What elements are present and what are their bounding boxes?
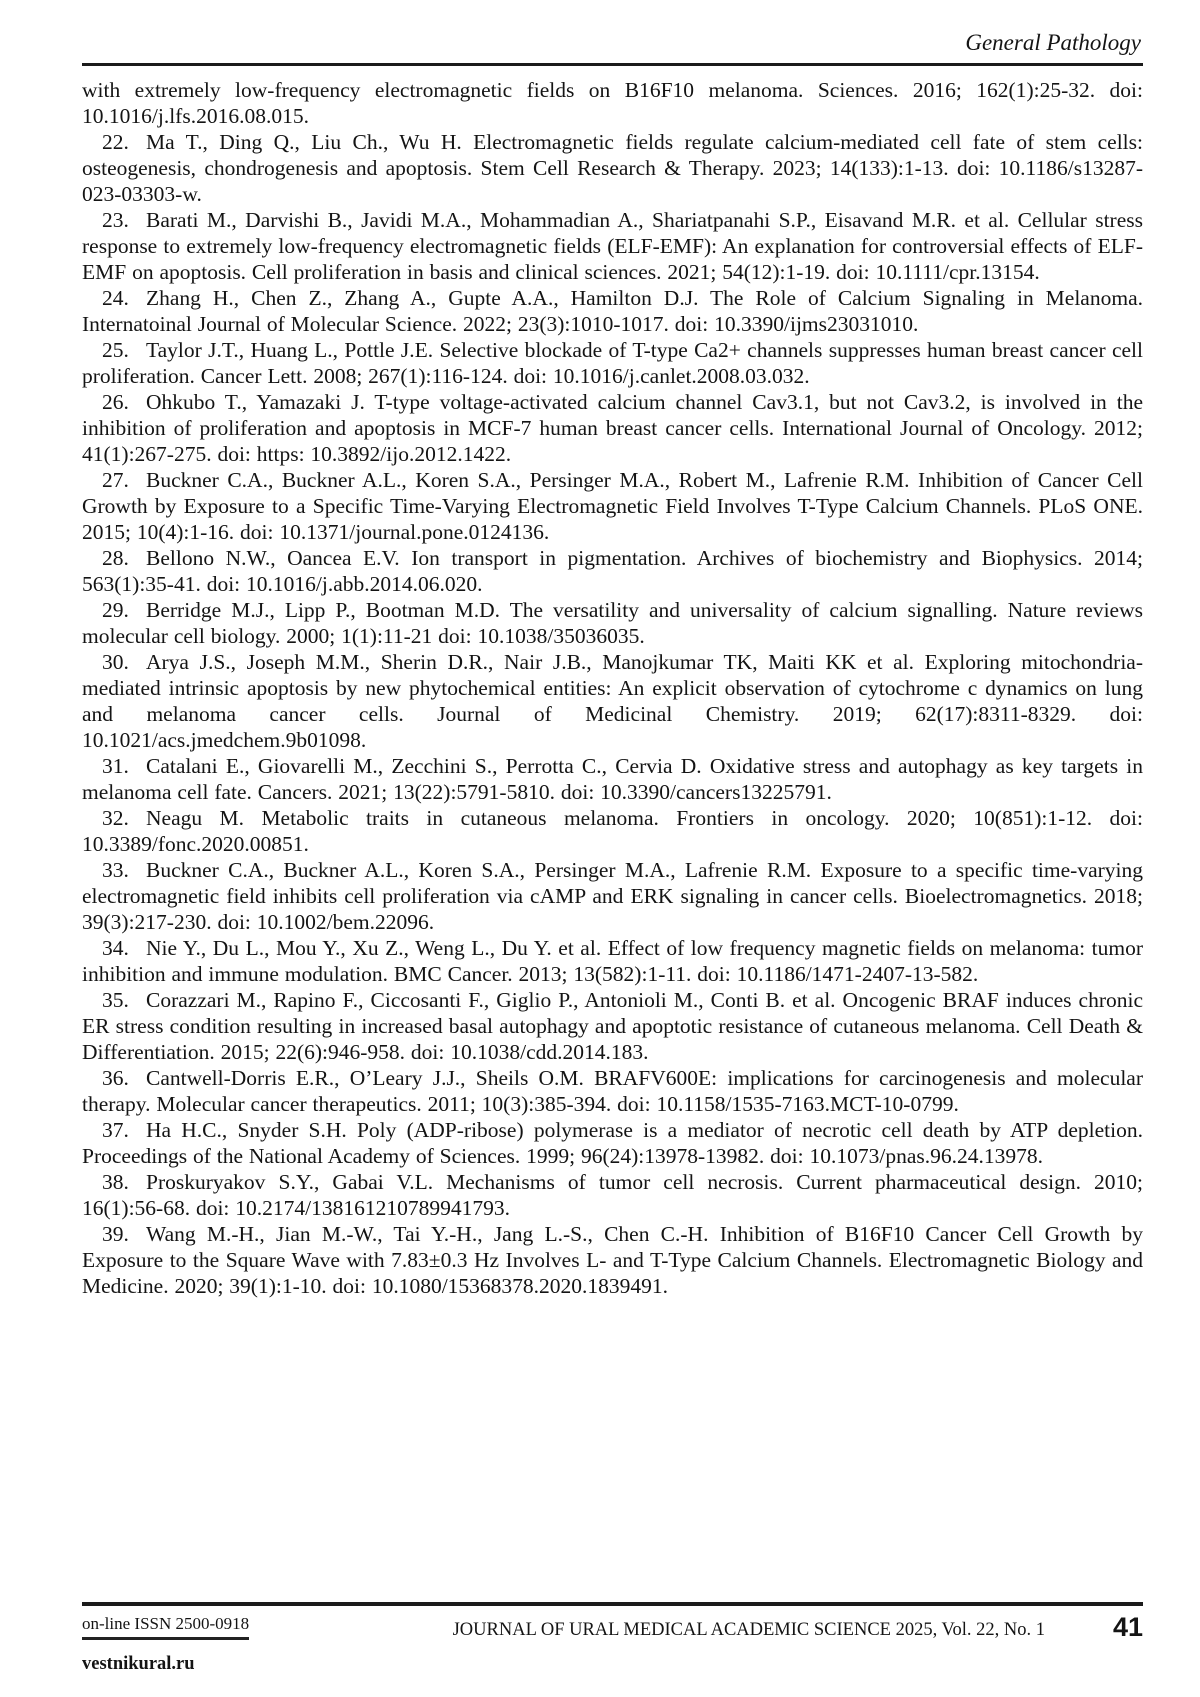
reference-number: 27.	[102, 468, 129, 492]
reference-number: 31.	[102, 754, 129, 778]
page-header	[82, 30, 1143, 66]
reference-text: Catalani E., Giovarelli M., Zecchini S., Perrotta C., Cervia D. Oxidative stress and autophagy as key targets in melanoma cell fate. Cancers. 2021; 13(22):5791-5810. doi: 10.3390/cancers13225791.	[82, 754, 1143, 804]
reference-text: Taylor J.T., Huang L., Pottle J.E. Selective blockade of T-type Ca2+ channels suppresses human breast cancer cell proliferation. Cancer Lett. 2008; 267(1):116-124. doi: 10.1016/j.canlet.2008.03.032.	[82, 338, 1143, 388]
reference-number: 25.	[102, 338, 129, 362]
site-label: vestnikural.ru	[82, 1654, 195, 1674]
issn-block	[82, 1614, 249, 1640]
reference-number: 39.	[102, 1222, 129, 1246]
reference-text: Neagu M. Metabolic traits in cutaneous melanoma. Frontiers in oncology. 2020; 10(851):1-12. doi: 10.3389/fonc.2020.00851.	[82, 806, 1143, 856]
footer-left	[82, 1614, 249, 1675]
reference-item	[82, 545, 1143, 597]
reference-number: 30.	[102, 650, 129, 674]
reference-text: Ha H.C., Snyder S.H. Poly (ADP-ribose) polymerase is a mediator of necrotic cell death by ATP depletion. Proceedings of the National Academy of Sciences. 1999; 96(24):13978-13982. doi: 10.1073/pnas.96.24.13978.	[82, 1118, 1143, 1168]
reference-item	[82, 1065, 1143, 1117]
reference-continuation: with extremely low-frequency electromagnetic fields on B16F10 melanoma. Sciences. 2016; 162(1):25-32. doi: 10.1016/j.lfs.2016.08.015.	[82, 78, 1143, 128]
journal-title: JOURNAL OF URAL MEDICAL ACADEMIC SCIENCE 2025, Vol. 22, No. 1	[452, 1620, 1045, 1640]
reference-item	[82, 1221, 1143, 1299]
reference-item	[82, 1169, 1143, 1221]
reference-text: Buckner C.A., Buckner A.L., Koren S.A., Persinger M.A., Lafrenie R.M. Exposure to a specific time-varying electromagnetic field inhibits cell proliferation via cAMP and ERK signaling in cancer cells. Bioelectromagnetics. 2018; 39(3):217-230. doi: 10.1002/bem.22096.	[82, 858, 1143, 934]
reference-text: Buckner C.A., Buckner A.L., Koren S.A., Persinger M.A., Robert M., Lafrenie R.M. Inhibition of Cancer Cell Growth by Exposure to a Specific Time-Varying Electromagnetic Field Involves T-Type Calcium Channels. PLoS ONE. 2015; 10(4):1-16. doi: 10.1371/journal.pone.0124136.	[82, 468, 1143, 544]
reference-number: 29.	[102, 598, 129, 622]
reference-item	[82, 207, 1143, 285]
reference-item	[82, 857, 1143, 935]
page-number: 41	[1112, 1612, 1143, 1642]
reference-text: Bellono N.W., Oancea E.V. Ion transport in pigmentation. Archives of biochemistry and Biophysics. 2014; 563(1):35-41. doi: 10.1016/j.abb.2014.06.020.	[82, 546, 1143, 596]
reference-item	[82, 129, 1143, 207]
reference-number: 23.	[102, 208, 129, 232]
header-rule	[82, 63, 1143, 66]
reference-item	[82, 935, 1143, 987]
reference-item	[82, 467, 1143, 545]
reference-text: Nie Y., Du L., Mou Y., Xu Z., Weng L., Du Y. et al. Effect of low frequency magnetic fields on melanoma: tumor inhibition and immune modulation. BMC Cancer. 2013; 13(582):1-11. doi: 10.1186/1471-2407-13-582.	[82, 936, 1143, 986]
reference-number: 34.	[102, 936, 129, 960]
reference-text: Wang M.-H., Jian M.-W., Tai Y.-H., Jang L.-S., Chen C.-H. Inhibition of B16F10 Cancer Cell Growth by Exposure to the Square Wave with 7.83±0.3 Hz Involves L- and T-Type Calcium Channels. Electromagnetic Biology and Medicine. 2020; 39(1):1-10. doi: 10.1080/15368378.2020.1839491.	[82, 1222, 1143, 1298]
reference-text: Arya J.S., Joseph M.M., Sherin D.R., Nair J.B., Manojkumar TK, Maiti KK et al. Exploring mitochondria-mediated intrinsic apoptosis by new phytochemical entities: An explicit observation of cytochrome c dynamics on lung and melanoma cancer cells. Journal of Medicinal Chemistry. 2019; 62(17):8311-8329. doi: 10.1021/acs.jmedchem.9b01098.	[82, 650, 1143, 752]
footer-rule	[82, 1602, 1143, 1606]
reference-number: 32.	[102, 806, 129, 830]
issn-underline	[82, 1637, 249, 1640]
reference-item	[82, 285, 1143, 337]
reference-number: 36.	[102, 1066, 129, 1090]
section-title: General Pathology	[965, 30, 1141, 55]
reference-number: 24.	[102, 286, 129, 310]
reference-number: 35.	[102, 988, 129, 1012]
reference-item	[82, 389, 1143, 467]
reference-text: Ma T., Ding Q., Liu Ch., Wu H. Electromagnetic fields regulate calcium-mediated cell fate of stem cells: osteogenesis, chondrogenesis and apoptosis. Stem Cell Research & Therapy. 2023; 14(133):1-13. doi: 10.1186/s13287-023-03303-w.	[82, 130, 1143, 206]
reference-number: 28.	[102, 546, 129, 570]
reference-item	[82, 805, 1143, 857]
page-footer	[82, 1602, 1143, 1675]
reference-number: 26.	[102, 390, 129, 414]
reference-number: 33.	[102, 858, 129, 882]
reference-item	[82, 597, 1143, 649]
reference-number: 22.	[102, 130, 129, 154]
reference-text: Barati M., Darvishi B., Javidi M.A., Mohammadian A., Shariatpanahi S.P., Eisavand M.R. et al. Cellular stress response to extremely low-frequency electromagnetic fields (ELF-EMF): An explanation for controversial effects of ELF-EMF on apoptosis. Cell proliferation in basis and clinical sciences. 2021; 54(12):1-19. doi: 10.1111/cpr.13154.	[82, 208, 1143, 284]
reference-item	[82, 987, 1143, 1065]
footer-row	[82, 1614, 1143, 1675]
reference-text: Ohkubo T., Yamazaki J. T-type voltage-activated calcium channel Cav3.1, but not Cav3.2, is involved in the inhibition of proliferation and apoptosis in MCF-7 human breast cancer cells. International Journal of Oncology. 2012; 41(1):267-275. doi: https: 10.3892/ijo.2012.1422.	[82, 390, 1143, 466]
references-list	[82, 77, 1143, 1299]
issn-label: on-line ISSN 2500-0918	[82, 1614, 250, 1633]
reference-text: Proskuryakov S.Y., Gabai V.L. Mechanisms of tumor cell necrosis. Current pharmaceutical design. 2010; 16(1):56-68. doi: 10.2174/138161210789941793.	[82, 1170, 1143, 1220]
reference-text: Berridge M.J., Lipp P., Bootman M.D. The versatility and universality of calcium signalling. Nature reviews molecular cell biology. 2000; 1(1):11-21 doi: 10.1038/35036035.	[82, 598, 1143, 648]
reference-item	[82, 649, 1143, 753]
reference-text: Zhang H., Chen Z., Zhang A., Gupte A.A., Hamilton D.J. The Role of Calcium Signaling in Melanoma. Internatoinal Journal of Molecular Science. 2022; 23(3):1010-1017. doi: 10.3390/ijms23031010.	[82, 286, 1143, 336]
reference-number: 38.	[102, 1170, 129, 1194]
reference-item	[82, 337, 1143, 389]
reference-item	[82, 753, 1143, 805]
reference-item	[82, 1117, 1143, 1169]
reference-text: Corazzari M., Rapino F., Ciccosanti F., Giglio P., Antonioli M., Conti B. et al. Oncogenic BRAF induces chronic ER stress condition resulting in increased basal autophagy and apoptotic resistance of cutaneous melanoma. Cell Death & Differentiation. 2015; 22(6):946-958. doi: 10.1038/cdd.2014.183.	[82, 988, 1143, 1064]
reference-number: 37.	[102, 1118, 129, 1142]
reference-text: Cantwell-Dorris E.R., O’Leary J.J., Sheils O.M. BRAFV600E: implications for carcinogenesis and molecular therapy. Molecular cancer therapeutics. 2011; 10(3):385-394. doi: 10.1158/1535-7163.MCT-10-0799.	[82, 1066, 1143, 1116]
